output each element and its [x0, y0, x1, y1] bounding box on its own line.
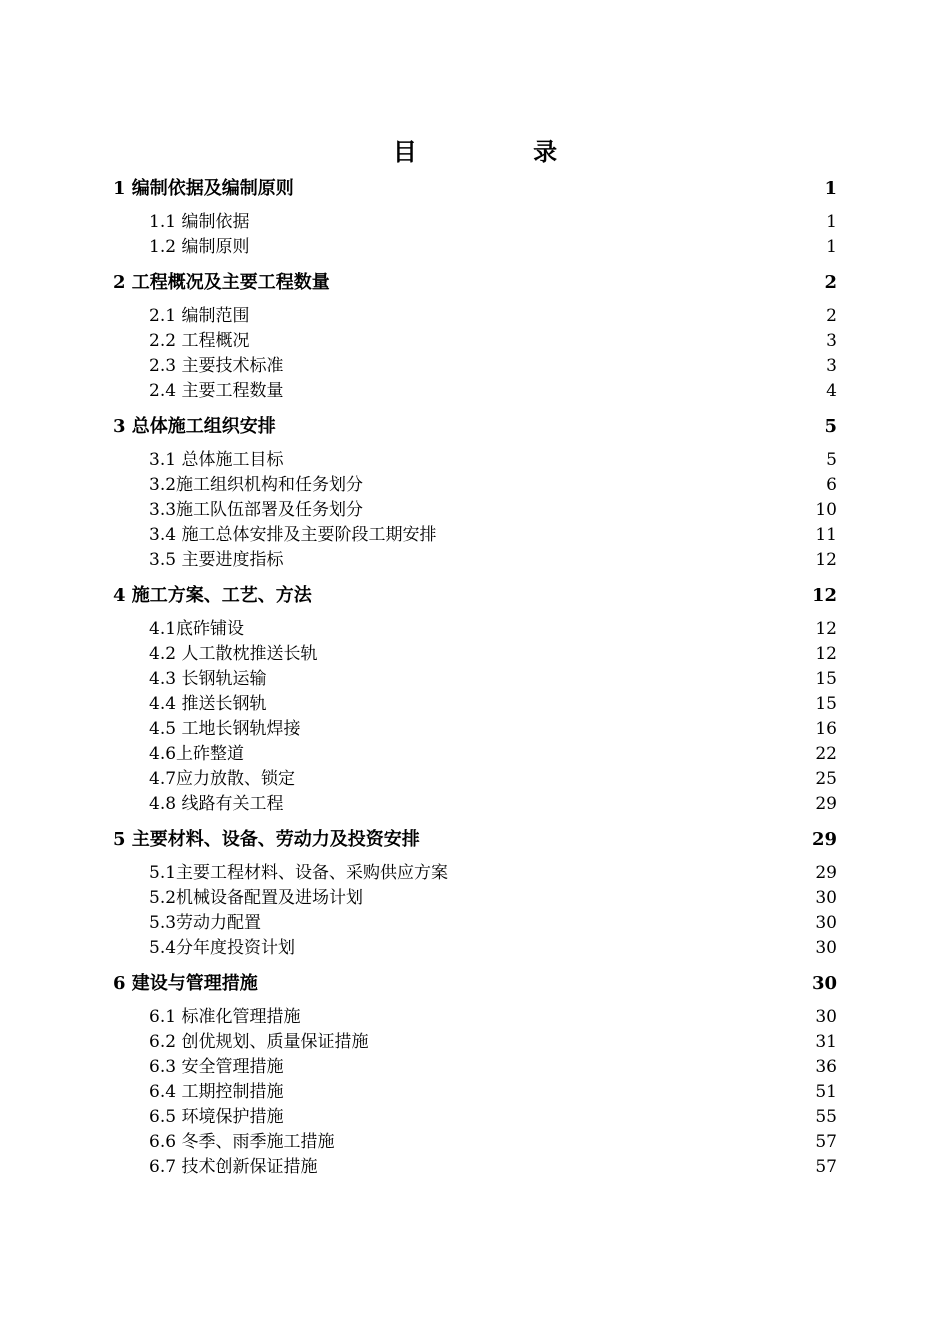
toc-section-label: 4.5 工地长钢轨焊接 — [149, 719, 301, 739]
toc-section-label: 6.2 创优规划、质量保证措施 — [149, 1032, 369, 1052]
toc-section-page-number: 5 — [826, 450, 837, 470]
toc-section[interactable] — [113, 354, 837, 379]
toc-section-label: 6.7 技术创新保证措施 — [149, 1157, 318, 1177]
toc-chapter[interactable] — [113, 176, 837, 201]
toc-section-page-number: 11 — [815, 525, 837, 545]
toc-section[interactable] — [113, 617, 837, 642]
toc-chapter-page-number: 30 — [811, 973, 837, 994]
toc-section-page-number: 1 — [826, 212, 837, 232]
toc-section-page-number: 57 — [815, 1157, 837, 1177]
toc-chapter-page-number: 12 — [811, 585, 837, 606]
toc-chapter-label: 4 施工方案、工艺、方法 — [113, 585, 312, 606]
toc-chapter[interactable] — [113, 414, 837, 439]
toc-section[interactable] — [113, 767, 837, 792]
toc-section-page-number: 2 — [826, 306, 837, 326]
toc-section[interactable] — [113, 1030, 837, 1055]
toc-section-page-number: 22 — [815, 744, 837, 764]
toc-section-label: 6.6 冬季、雨季施工措施 — [149, 1132, 335, 1152]
toc-section[interactable] — [113, 329, 837, 354]
toc-section-page-number: 3 — [826, 331, 837, 351]
toc-section-label: 4.8 线路有关工程 — [149, 794, 284, 814]
toc-section-page-number: 4 — [826, 381, 837, 401]
toc-chapter[interactable] — [113, 583, 837, 608]
toc-section[interactable] — [113, 1080, 837, 1105]
toc-section-page-number: 29 — [815, 794, 837, 814]
toc-section-label: 2.1 编制范围 — [149, 306, 250, 326]
toc-section-page-number: 36 — [815, 1057, 837, 1077]
toc-section[interactable] — [113, 717, 837, 742]
toc-section-page-number: 1 — [826, 237, 837, 257]
toc-section[interactable] — [113, 1155, 837, 1180]
toc-chapter[interactable] — [113, 270, 837, 295]
toc-section-page-number: 29 — [815, 863, 837, 883]
toc-section-label: 1.2 编制原则 — [149, 237, 250, 257]
toc-section[interactable] — [113, 1130, 837, 1155]
toc-section[interactable] — [113, 210, 837, 235]
toc-chapter[interactable] — [113, 971, 837, 996]
document-page — [113, 132, 837, 1180]
toc-section-page-number: 25 — [815, 769, 837, 789]
toc-section-page-number: 15 — [815, 669, 837, 689]
toc-section[interactable] — [113, 792, 837, 817]
toc-section[interactable] — [113, 886, 837, 911]
table-of-contents — [113, 176, 837, 1180]
toc-section-label: 3.2施工组织机构和任务划分 — [149, 475, 364, 495]
toc-section-label: 6.4 工期控制措施 — [149, 1082, 284, 1102]
toc-section-label: 2.3 主要技术标准 — [149, 356, 284, 376]
toc-chapter-page-number: 2 — [824, 272, 837, 293]
toc-section-page-number: 30 — [815, 888, 837, 908]
toc-section-page-number: 57 — [815, 1132, 837, 1152]
toc-section[interactable] — [113, 448, 837, 473]
toc-section[interactable] — [113, 861, 837, 886]
toc-section-label: 5.1主要工程材料、设备、采购供应方案 — [149, 863, 449, 883]
toc-section-label: 3.5 主要进度指标 — [149, 550, 284, 570]
toc-section-label: 5.2机械设备配置及进场计划 — [149, 888, 364, 908]
toc-section-label: 5.3劳动力配置 — [149, 913, 262, 933]
toc-section[interactable] — [113, 498, 837, 523]
toc-section[interactable] — [113, 548, 837, 573]
toc-chapter-label: 1 编制依据及编制原则 — [113, 178, 294, 199]
toc-chapter-page-number: 5 — [824, 416, 837, 437]
toc-section-label: 4.6上砟整道 — [149, 744, 245, 764]
toc-section[interactable] — [113, 692, 837, 717]
toc-section-label: 1.1 编制依据 — [149, 212, 250, 232]
toc-section[interactable] — [113, 667, 837, 692]
toc-chapter-label: 5 主要材料、设备、劳动力及投资安排 — [113, 829, 420, 850]
toc-section[interactable] — [113, 1055, 837, 1080]
toc-section-page-number: 6 — [826, 475, 837, 495]
toc-section[interactable] — [113, 742, 837, 767]
page-title: 目 录 — [392, 137, 612, 166]
toc-section[interactable] — [113, 911, 837, 936]
toc-section-page-number: 55 — [815, 1107, 837, 1127]
toc-section-page-number: 3 — [826, 356, 837, 376]
toc-section-label: 3.3施工队伍部署及任务划分 — [149, 500, 364, 520]
toc-section-page-number: 30 — [815, 938, 837, 958]
toc-chapter-label: 2 工程概况及主要工程数量 — [113, 272, 330, 293]
toc-section-label: 4.4 推送长钢轨 — [149, 694, 267, 714]
toc-section-label: 6.1 标准化管理措施 — [149, 1007, 301, 1027]
toc-section-label: 4.3 长钢轨运输 — [149, 669, 267, 689]
toc-section-page-number: 12 — [815, 619, 837, 639]
toc-section-page-number: 30 — [815, 913, 837, 933]
toc-section-page-number: 31 — [815, 1032, 837, 1052]
toc-section[interactable] — [113, 473, 837, 498]
toc-section-label: 4.7应力放散、锁定 — [149, 769, 296, 789]
toc-section[interactable] — [113, 936, 837, 961]
toc-section[interactable] — [113, 379, 837, 404]
toc-section-label: 4.2 人工散枕推送长轨 — [149, 644, 318, 664]
toc-section[interactable] — [113, 304, 837, 329]
toc-chapter-page-number: 29 — [811, 829, 837, 850]
toc-section-label: 3.1 总体施工目标 — [149, 450, 284, 470]
toc-chapter[interactable] — [113, 827, 837, 852]
toc-section-page-number: 15 — [815, 694, 837, 714]
toc-section-page-number: 51 — [815, 1082, 837, 1102]
toc-section-label: 6.5 环境保护措施 — [149, 1107, 284, 1127]
toc-section-label: 4.1底砟铺设 — [149, 619, 245, 639]
toc-section[interactable] — [113, 235, 837, 260]
toc-section-page-number: 30 — [815, 1007, 837, 1027]
toc-section[interactable] — [113, 523, 837, 548]
toc-section-page-number: 16 — [815, 719, 837, 739]
toc-section-label: 6.3 安全管理措施 — [149, 1057, 284, 1077]
toc-chapter-page-number: 1 — [824, 178, 837, 199]
toc-chapter-label: 3 总体施工组织安排 — [113, 416, 276, 437]
toc-section-label: 5.4分年度投资计划 — [149, 938, 296, 958]
toc-section[interactable] — [113, 1005, 837, 1030]
toc-section-page-number: 12 — [815, 550, 837, 570]
toc-section-label: 2.2 工程概况 — [149, 331, 250, 351]
toc-section-page-number: 10 — [815, 500, 837, 520]
toc-section-page-number: 12 — [815, 644, 837, 664]
toc-section[interactable] — [113, 642, 837, 667]
toc-section[interactable] — [113, 1105, 837, 1130]
toc-chapter-label: 6 建设与管理措施 — [113, 973, 258, 994]
toc-section-label: 2.4 主要工程数量 — [149, 381, 284, 401]
toc-section-label: 3.4 施工总体安排及主要阶段工期安排 — [149, 525, 437, 545]
